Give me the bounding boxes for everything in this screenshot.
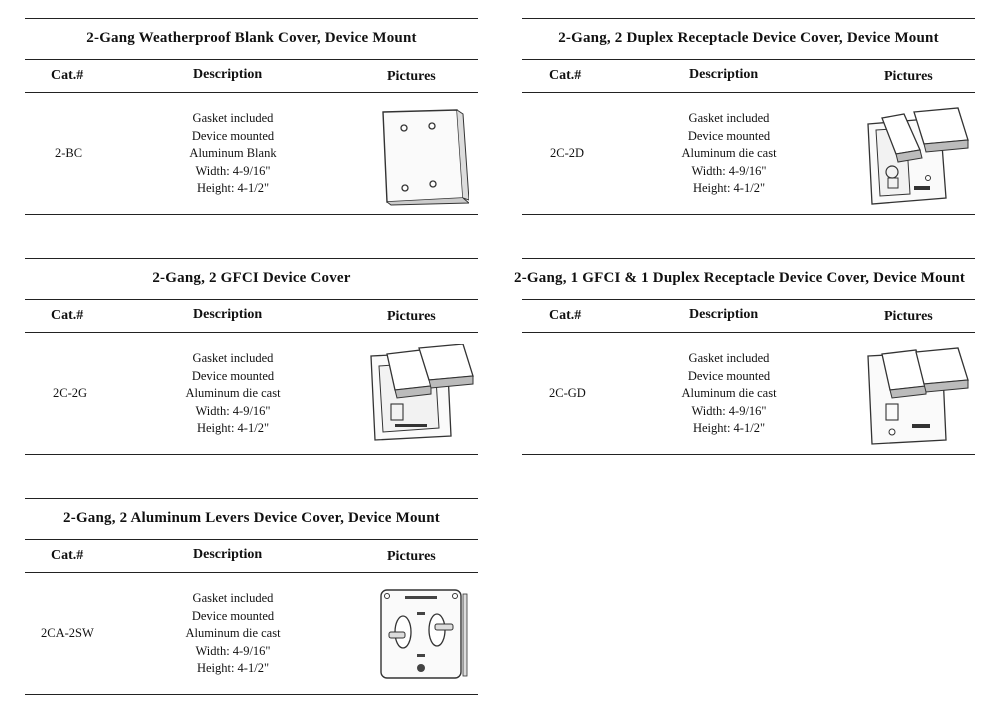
product-title: 2-Gang, 2 GFCI Device Cover bbox=[152, 270, 351, 286]
cat-number: 2-BC bbox=[55, 146, 83, 160]
pictures-header: Pictures bbox=[387, 309, 436, 324]
cat-number: 2CA-2SW bbox=[41, 626, 94, 640]
cat-header: Cat.# bbox=[51, 68, 84, 83]
cat-header: Cat.# bbox=[549, 308, 582, 323]
description-text: Gasket included Device mounted Aluminum die cast Width: 4-9/16" Height: 4-1/2" bbox=[681, 111, 777, 195]
pictures-header: Pictures bbox=[387, 69, 436, 84]
bottom-rule bbox=[522, 454, 975, 455]
product-title: 2-Gang, 2 Aluminum Levers Device Cover, Device Mount bbox=[63, 510, 440, 526]
cat-number: 2C-2D bbox=[550, 146, 585, 160]
product-title: 2-Gang, 2 Duplex Receptacle Device Cover, Device Mount bbox=[558, 30, 939, 46]
product-title: 2-Gang, 1 GFCI & 1 Duplex Receptacle Device Cover, Device Mount bbox=[514, 270, 966, 286]
description-header: Description bbox=[689, 67, 759, 82]
bottom-rule bbox=[522, 214, 975, 215]
cat-header: Cat.# bbox=[549, 68, 582, 83]
cat-header: Cat.# bbox=[51, 308, 84, 323]
gfci-duplex-cover-image bbox=[862, 346, 974, 455]
blank-cover-image bbox=[377, 106, 469, 211]
description-text: Gasket included Device mounted Aluminum die cast Width: 4-9/16" Height: 4-1/2" bbox=[185, 591, 281, 675]
duplex-cover-image bbox=[862, 106, 972, 215]
cat-number: 2C-2G bbox=[53, 386, 88, 400]
description-header: Description bbox=[193, 67, 263, 82]
bottom-rule bbox=[25, 694, 478, 695]
product-block-2c-2d bbox=[522, 18, 975, 216]
bottom-rule bbox=[25, 454, 478, 455]
header-rule bbox=[25, 332, 478, 333]
pictures-header: Pictures bbox=[387, 549, 436, 564]
top-rule bbox=[522, 18, 975, 19]
top-rule bbox=[25, 498, 478, 499]
top-rule bbox=[522, 258, 975, 259]
header-rule bbox=[522, 332, 975, 333]
description-text: Gasket included Device mounted Aluminum Blank Width: 4-9/16" Height: 4-1/2" bbox=[189, 111, 277, 195]
pictures-header: Pictures bbox=[884, 69, 933, 84]
title-rule bbox=[25, 59, 478, 60]
title-rule bbox=[522, 59, 975, 60]
cat-number: 2C-GD bbox=[549, 386, 586, 400]
description-text: Gasket included Device mounted Aluminum die cast Width: 4-9/16" Height: 4-1/2" bbox=[681, 351, 777, 435]
header-rule bbox=[25, 572, 478, 573]
cat-header: Cat.# bbox=[51, 548, 84, 563]
product-block-2c-gd bbox=[514, 258, 975, 456]
header-rule bbox=[522, 92, 975, 93]
product-block-2ca-2sw bbox=[25, 498, 478, 696]
title-rule bbox=[522, 299, 975, 300]
description-header: Description bbox=[193, 547, 263, 562]
product-block-2c-2g bbox=[25, 258, 478, 456]
bottom-rule bbox=[25, 214, 478, 215]
description-header: Description bbox=[193, 307, 263, 322]
title-rule bbox=[25, 299, 478, 300]
pictures-header: Pictures bbox=[884, 309, 933, 324]
description-header: Description bbox=[689, 307, 759, 322]
product-title: 2-Gang Weatherproof Blank Cover, Device Mount bbox=[86, 30, 417, 46]
product-block-2bc bbox=[25, 18, 478, 216]
lever-cover-image bbox=[375, 584, 475, 689]
header-rule bbox=[25, 92, 478, 93]
title-rule bbox=[25, 539, 478, 540]
top-rule bbox=[25, 18, 478, 19]
description-text: Gasket included Device mounted Aluminum die cast Width: 4-9/16" Height: 4-1/2" bbox=[185, 351, 281, 435]
gfci-cover-image bbox=[365, 344, 477, 449]
top-rule bbox=[25, 258, 478, 259]
